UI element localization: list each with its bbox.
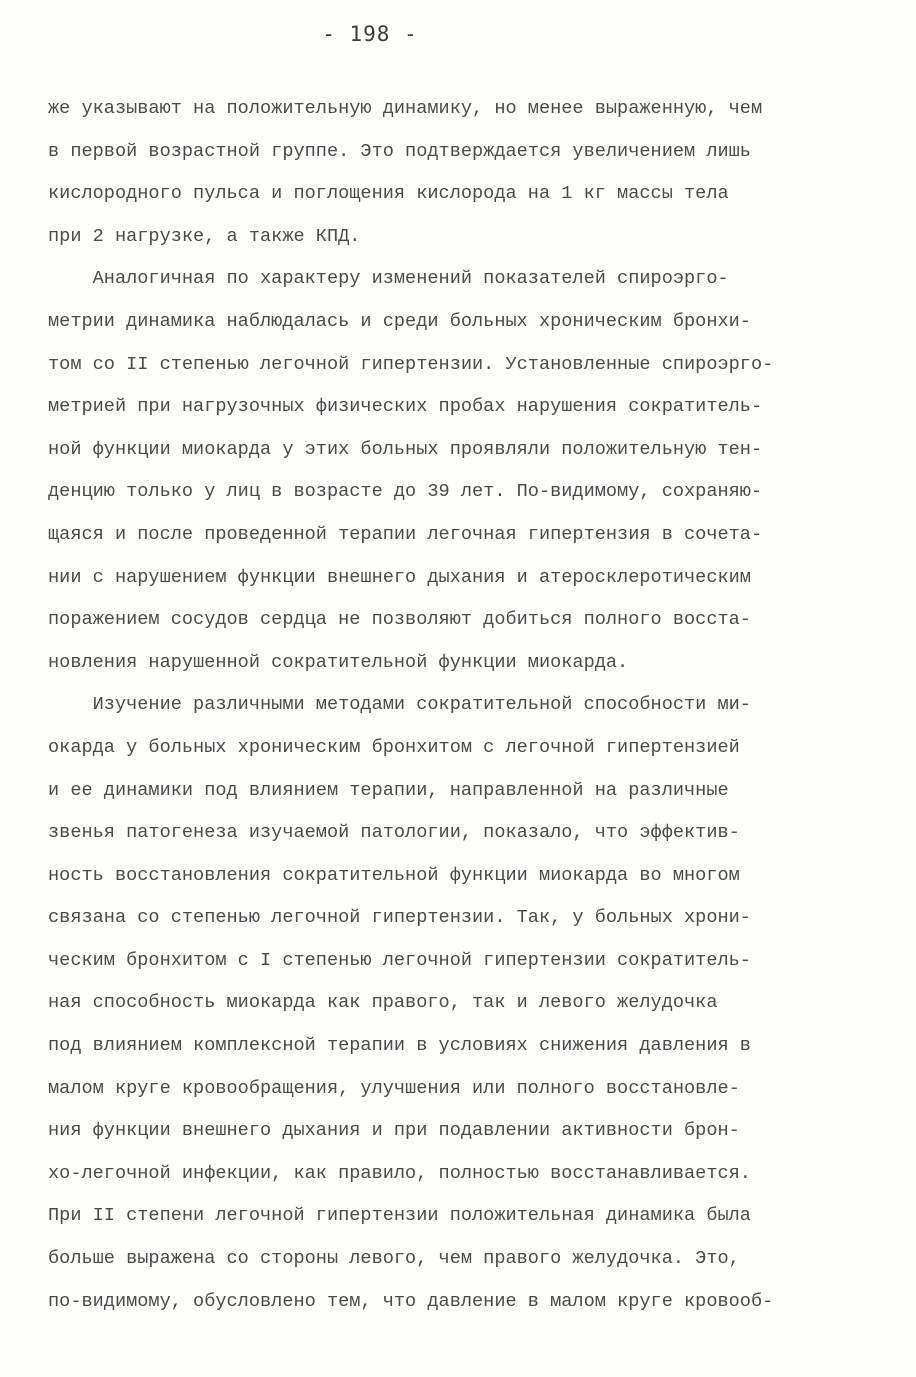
text-line: больше выражена со стороны левого, чем правого желудочка. Это, <box>48 1248 740 1270</box>
text-line: кислородного пульса и поглощения кислорода на 1 кг массы тела <box>48 183 729 205</box>
text-line: при 2 нагрузке, а также КПД. <box>48 225 361 247</box>
text-line: ния функции внешнего дыхания и при подавлении активности брон- <box>48 1120 740 1142</box>
text-line: щаяся и после проведенной терапии легочная гипертензия в сочета- <box>48 523 763 545</box>
text-line: Аналогичная по характеру изменений показателей спироэрго- <box>48 268 729 290</box>
text-line: метрией при нагрузочных физических пробах нарушения сократитель- <box>48 396 763 418</box>
text-line: звенья патогенеза изучаемой патологии, показало, что эффектив- <box>48 822 740 844</box>
text-line: нии с нарушением функции внешнего дыхания и атеросклеротическим <box>48 566 751 588</box>
text-line: же указывают на положительную динамику, но менее выраженную, чем <box>48 98 763 119</box>
text-line: по-видимому, обусловлено тем, что давление в малом круге кровооб- <box>48 1290 774 1312</box>
text-line: ческим бронхитом с I степенью легочной гипертензии сократитель- <box>48 949 751 971</box>
text-line: денцию только у лиц в возрасте до 39 лет. По-видимому, сохраняю- <box>48 481 763 503</box>
text-line: поражением сосудов сердца не позволяют добиться полного восста- <box>48 609 751 631</box>
page-number: - 198 - <box>322 22 418 46</box>
text-line: ной функции миокарда у этих больных проявляли положительную тен- <box>48 438 763 460</box>
text-line: метрии динамика наблюдалась и среди больных хроническим бронхи- <box>48 310 751 332</box>
text-line: и ее динамики под влиянием терапии, направленной на различные <box>48 779 729 801</box>
text-line: новления нарушенной сократительной функции миокарда. <box>48 651 629 673</box>
text-line: ная способность миокарда как правого, так и левого желудочка <box>48 992 718 1014</box>
text-line: При II степени легочной гипертензии положительная динамика была <box>48 1205 751 1227</box>
text-line: ность восстановления сократительной функции миокарда во многом <box>48 864 740 886</box>
text-line: в первой возрастной группе. Это подтверждается увеличением лишь <box>48 140 751 162</box>
text-line: Изучение различными методами сократительной способности ми- <box>48 694 751 716</box>
body-text <box>48 88 878 1323</box>
text-line: том со II степенью легочной гипертензии. Установленные спироэрго- <box>48 353 774 375</box>
text-line: хо-легочной инфекции, как правило, полностью восстанавливается. <box>48 1162 751 1184</box>
text-line: под влиянием комплексной терапии в условиях снижения давления в <box>48 1035 751 1057</box>
text-line: окарда у больных хроническим бронхитом с легочной гипертензией <box>48 736 740 758</box>
text-line: связана со степенью легочной гипертензии. Так, у больных хрони- <box>48 907 751 929</box>
text-line: малом круге кровообращения, улучшения или полного восстановле- <box>48 1077 740 1099</box>
